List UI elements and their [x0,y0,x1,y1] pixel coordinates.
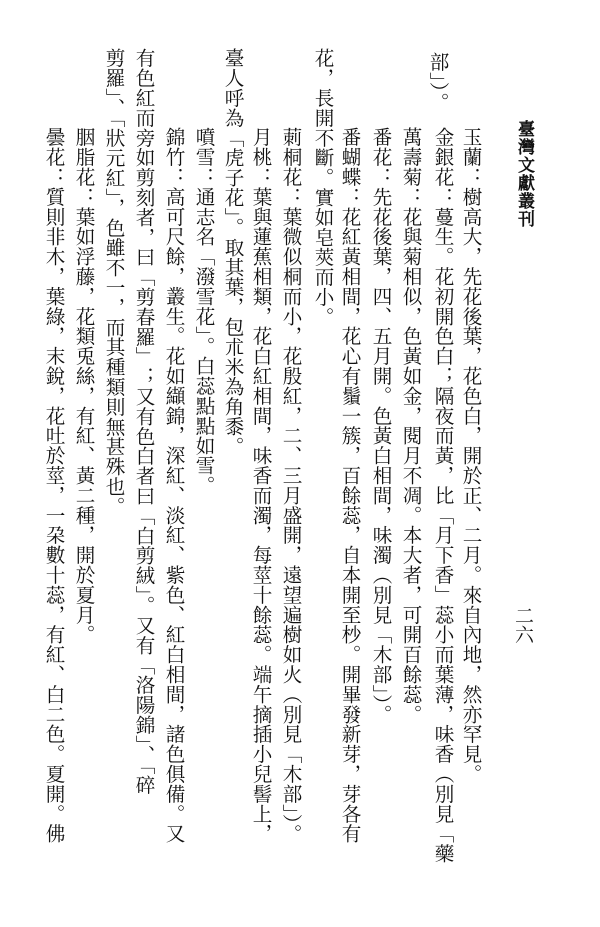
text-column: 噴雪：通志名「潑雪花」。白蕊點點如雪。 [192,127,215,496]
text-column: 番花：先花後葉，四、五月開。色黃白相間，味濁（別見「木部」）。 [369,127,392,725]
text-column: 部」）。 [426,52,449,112]
page-number: 二六 [512,606,534,644]
text-column: 有色紅而旁如剪刻者，曰「剪春羅」；又有色白者曰「白剪絨」。又有「洛陽錦」、「碎 [132,48,155,795]
text-column: 金銀花：蔓生。花初開色白；隔夜而黃，比「月下香」蕊小而葉薄，味香（別見「藥 [431,127,454,864]
text-column: 胭脂花：葉如浮藤，花類兎絲，有紅、黃二種，開於夏月。 [72,127,95,645]
text-column: 花，長開不斷。實如皂莢而小。 [311,48,334,327]
text-column: 萬壽菊：花與菊相似，色黃如金，閱月不凋。本大者，可開百餘蕊。 [399,127,422,724]
text-column: 玉蘭：樹高大，先花後葉，花色白，開於正、二月。來自內地，然亦罕見。 [459,127,482,784]
text-column: 月桃：葉與蓮蕉相類，花白紅相間，味香而濁，每莖十餘蕊。端午摘插小兒髻上， [249,127,272,844]
text-column: 錦竹：高可尺餘，叢生。花如纈錦，深紅、淡紅、紫色、紅白相間，諸色俱備。又 [162,127,185,844]
text-column: 曇花：質則非木，葉綠，末銳，花吐於莖，一朶數十蕊，有紅、白二色。夏開。佛 [42,127,65,844]
text-column: 剪羅」、「狀元紅」，色雖不一，而其種類則無甚殊也。 [102,48,125,517]
text-column: 番蝴蝶：花紅黃相間，花心有鬚一簇，百餘蕊，自本開至杪。開畢發新芽，芽各有 [338,127,361,844]
text-column: 臺人呼為「虎子花」。取其葉，包朮米為角黍。 [221,48,244,457]
text-column: 莿桐花：葉微似桐而小，花殷紅，二、三月盛開，遠望遍樹如火（別見「木部」）。 [279,127,302,844]
book-title: 臺灣文獻叢刊 [514,120,534,228]
